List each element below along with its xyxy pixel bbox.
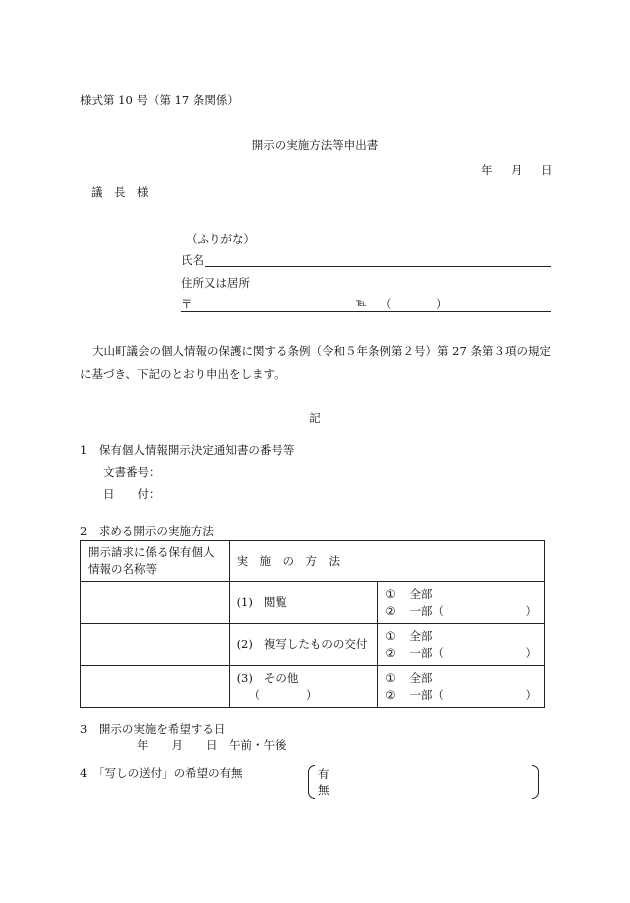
section4-heading: 4 「写しの送付」の希望の有無 [80, 766, 243, 780]
furigana-label: （ふりがな） [186, 232, 255, 246]
info-name-cell[interactable] [81, 582, 230, 624]
date-day-label: 日 [541, 163, 553, 177]
section3-heading: 3 開示の実施を希望する日 [80, 722, 226, 736]
header-method: 実 施 の 方 法 [229, 541, 544, 582]
table-row [81, 624, 545, 666]
option-all-no: ① [385, 586, 396, 601]
bracket-left [308, 765, 315, 799]
method-cell: (1) 閲覧 [229, 582, 378, 624]
tel-open-paren: （ [380, 297, 392, 311]
date-year-label: 年 [481, 163, 493, 177]
section2-heading: 2 求める開示の実施方法 [80, 524, 214, 538]
addressee: 議 長 様 [91, 185, 149, 199]
method-cell: (2) 複写したものの交付 [229, 624, 378, 666]
other-method-paren[interactable]: （ ） [248, 687, 318, 702]
tel-close-paren: ） [436, 297, 448, 311]
method-cell: (3) その他 （ ） [229, 666, 378, 708]
scope-cell[interactable]: ① 全部 ② 一部（ ） [378, 666, 545, 708]
scope-cell[interactable]: ① 全部 ② 一部（ ） [378, 624, 545, 666]
ki-heading: 記 [309, 411, 321, 425]
methods-table [80, 540, 545, 708]
copy-option-yes[interactable]: 有 [318, 767, 330, 781]
table-row [81, 582, 545, 624]
tel-label: ℡ [356, 298, 367, 309]
page-title: 開示の実施方法等申出書 [251, 138, 379, 152]
doc-number-label: 文書番号： [103, 465, 161, 479]
bracket-right [532, 765, 539, 799]
body-text-line1: 大山町議会の個人情報の保護に関する条例（令和５年条例第２号）第 27 条第３項の規定 [92, 344, 551, 358]
table-row [81, 666, 545, 708]
address-label: 住所又は居所 [181, 276, 250, 290]
option-all: 全部 [409, 586, 433, 601]
header-info-name: 開示請求に係る保有個人 情報の名称等 [81, 541, 230, 582]
name-label: 氏名 [181, 253, 204, 267]
date-month-label: 月 [511, 163, 523, 177]
body-text-line2: に基づき、下記のとおり申出をします。 [80, 367, 286, 381]
option-part: 一部（ [409, 603, 444, 618]
info-name-cell[interactable] [81, 666, 230, 708]
copy-option-no[interactable]: 無 [318, 783, 330, 797]
info-name-cell[interactable] [81, 624, 230, 666]
postal-mark: 〒 [181, 297, 193, 311]
table-header-row [81, 541, 545, 582]
scope-cell[interactable]: ① 全部 ② 一部（ ） [378, 582, 545, 624]
name-field[interactable] [205, 266, 551, 267]
preferred-date-line[interactable]: 年 月 日 午前・午後 [137, 738, 287, 752]
section1-heading: 1 保有個人情報開示決定通知書の番号等 [80, 443, 295, 457]
option-part-no: ② [385, 603, 396, 618]
form-number: 様式第 10 号（第 17 条関係） [80, 93, 239, 107]
address-field[interactable] [181, 311, 551, 312]
doc-date-label: 日 付： [103, 487, 161, 501]
